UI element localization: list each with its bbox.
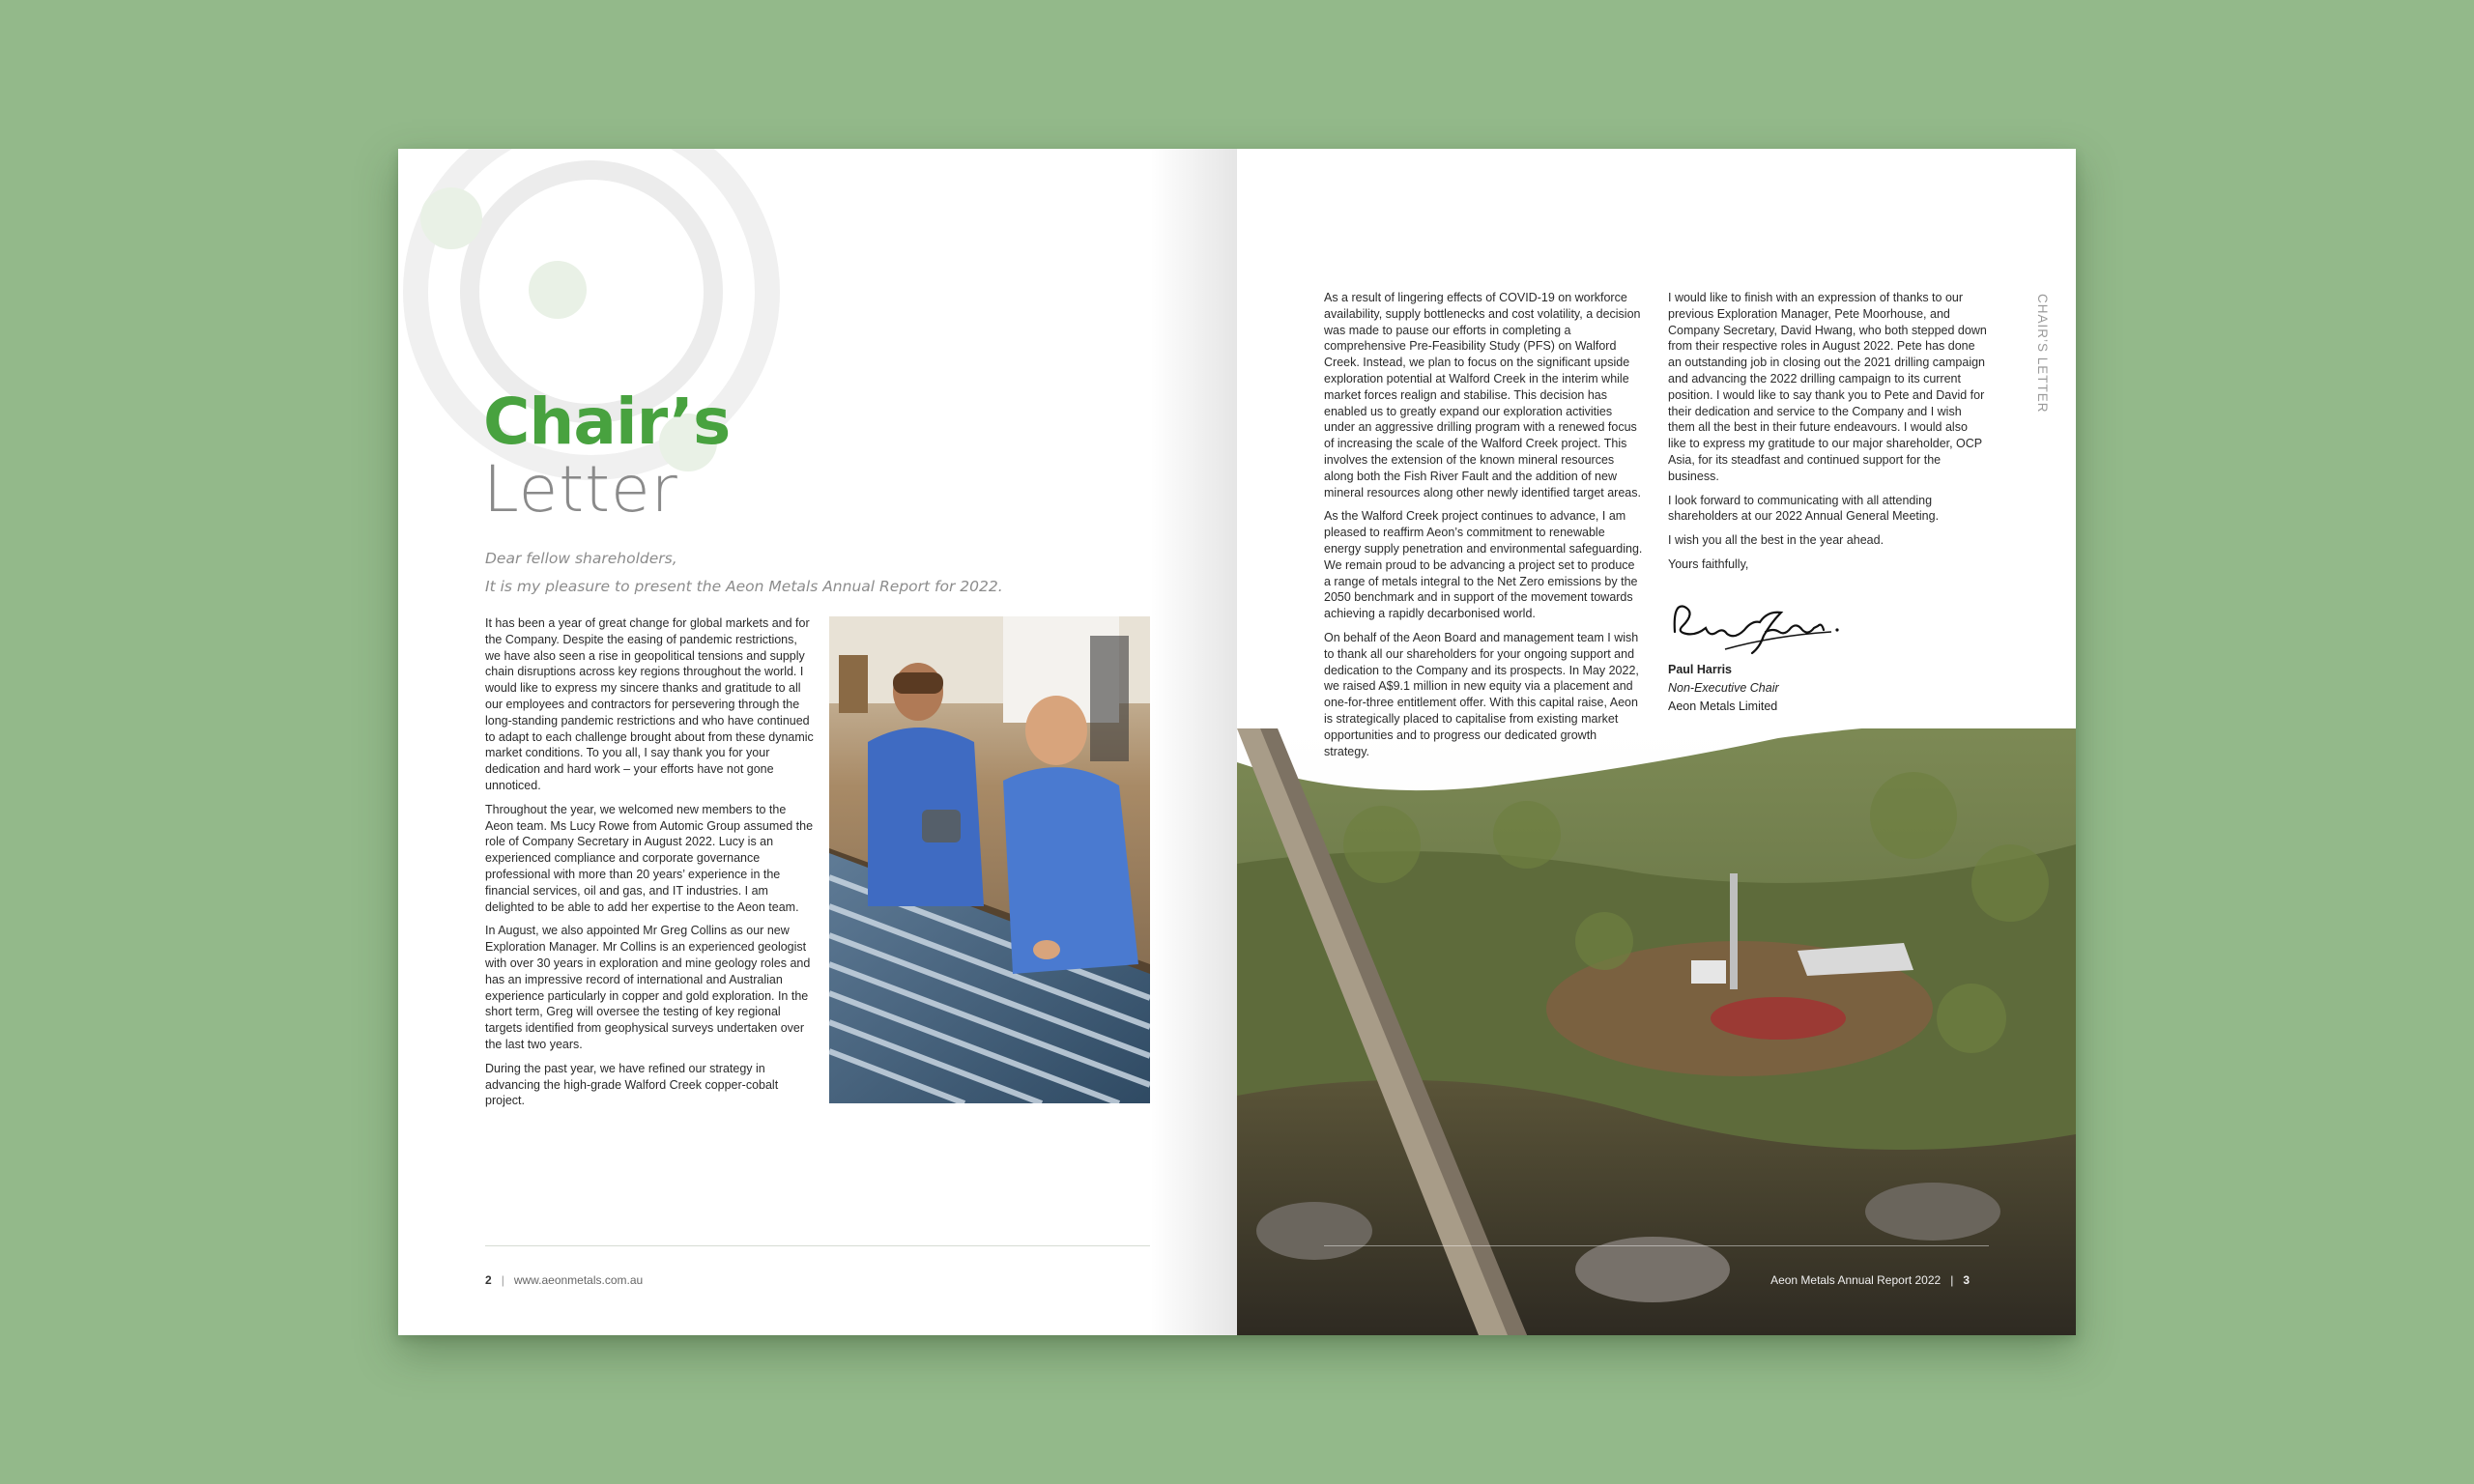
- paragraph: During the past year, we have refined our strategy in advancing the high-grade Walford Creek copper-cobalt project.: [485, 1061, 779, 1108]
- paragraph: I would like to finish with an expression of thanks to our previous Exploration Manager, Pete Moorhouse, and Company Secretary, David Hwang, who both stepped down from their respective roles in August 2022. Pete has done an outstanding job in closing out the 2021 drilling campaign and advancing the 2022 drilling campaign to its current position. I would like to say thank you to Pete and David for their dedication and service to the Company and I wish them all the best in their future endeavours. I would also like to express my gratitude to our major shareholder, OCP Asia, for its steadfast and continued support for the business.: [1668, 291, 1987, 483]
- paragraph: Throughout the year, we welcomed new members to the Aeon team. Ms Lucy Rowe from Automic Group assumed the role of Company Secretary in August 2022. Lucy is an experienced compliance and corporate governance professional with more than 20 years’ experience in the financial services, oil and gas, and IT industries. I am delighted to be able to add her expertise to the Aeon team.: [485, 802, 814, 914]
- paragraph: I wish you all the best in the year ahead.: [1668, 533, 1884, 548]
- paragraph: In August, we also appointed Mr Greg Collins as our new Exploration Manager. Mr Collins is an experienced geologist with over 30 years in exploration and mine geology roles and has an impressive record of international and Australian experience particularly in copper and gold exploration. In the short term, Greg will oversee the testing of key regional targets identified from geophysical surveys undertaken over the last two years.: [485, 924, 811, 1051]
- paragraph: I look forward to communicating with all attending shareholders at our 2022 Annual General Meeting.: [1668, 493, 1940, 524]
- paragraph: As the Walford Creek project continues to advance, I am pleased to reaffirm Aeon’s commitment to renewable energy supply penetration and environmental safeguarding. We remain proud to be advancing a project set to produce a range of metals integral to the Net Zero emissions by the 2050 benchmark and in support of the movement towards achieving a rapidly decarbonised world.: [1324, 509, 1643, 621]
- letter-column-left: [485, 615, 814, 1117]
- page-number: 2: [485, 1273, 492, 1287]
- signatory-role: Non-Executive Chair: [1668, 681, 1779, 695]
- paragraph: It has been a year of great change for global markets and for the Company. Despite the easing of pandemic restrictions, we have also seen a rise in geopolitical tensions and supply chain disruptions across key regions throughout the world. I would like to express my sincere thanks and gratitude to all our employees and contractors for persevering through the long-standing pandemic restrictions and who have continued to adapt to each challenge brought about from these dynamic market conditions. To you all, I say thank you for your dedication and hard work – your efforts have not gone unnoticed.: [485, 616, 814, 792]
- page-footer-left: [485, 1273, 643, 1287]
- website-link[interactable]: www.aeonmetals.com.au: [513, 1273, 644, 1287]
- paragraph: Yours faithfully,: [1668, 556, 1749, 571]
- paragraph: On behalf of the Aeon Board and management team I wish to thank all our shareholders for your ongoing support and dedication to the Company and its prospects. In May 2022, we raised A$9.1 million in new equity via a placement and one-for-three entitlement offer. With this capital raise, Aeon is strategically placed to capitalise from existing market opportunities and to progress our dedicated growth strategy.: [1324, 630, 1639, 758]
- section-vertical-label: [2034, 294, 2050, 414]
- title-line-chairs: Chair’s: [483, 385, 731, 459]
- gutter-shadow: [1150, 149, 1237, 1335]
- vertical-label-text: CHAIR’S LETTER: [2035, 294, 2050, 414]
- greeting: [485, 545, 1003, 601]
- right-page: [1237, 149, 2076, 1335]
- title-line-letter: Letter: [483, 452, 678, 527]
- greeting-line-2: It is my pleasure to present the Aeon Metals Annual Report for 2022.: [485, 578, 1003, 595]
- letter-column-right-2: [1668, 290, 1989, 581]
- page-number: 3: [1963, 1273, 1970, 1287]
- signatory-company: Aeon Metals Limited: [1668, 699, 1778, 713]
- signatory-block: [1668, 661, 1779, 716]
- walford-creek-drill-site-photo: [1237, 728, 2076, 1335]
- footer-separator: |: [1950, 1273, 1954, 1287]
- report-title: Aeon Metals Annual Report 2022: [1770, 1273, 1942, 1287]
- page-title: [483, 385, 731, 527]
- page-footer-right: [1770, 1273, 1970, 1287]
- letter-column-right-1: [1324, 290, 1643, 767]
- signatory-name: Paul Harris: [1668, 663, 1733, 676]
- paragraph: As a result of lingering effects of COVID-19 on workforce availability, supply bottlenecks and cost volatility, a decision was made to pause our efforts in completing a comprehensive Pre-Feasibility Study (PFS) on Walford Creek. Instead, we plan to focus on the significant upside exploration potential at Walford Creek in the interim while market forces realign and stabilise. This decision has enabled us to greatly expand our exploration activities under an aggressive drilling program with a renewed focus of increasing the scale of the Walford Creek project. This involves the extension of the known mineral resources along both the Fish River Fault and the addition of new mineral resources along other newly identified target areas.: [1324, 291, 1641, 499]
- left-page: [398, 149, 1237, 1335]
- greeting-line-1: Dear fellow shareholders,: [485, 550, 677, 567]
- brochure-spread: [398, 149, 2076, 1335]
- footer-rule: [1324, 1245, 1989, 1246]
- geologists-core-samples-photo: [829, 616, 1150, 1103]
- footer-rule: [485, 1245, 1150, 1246]
- footer-separator: |: [501, 1273, 504, 1287]
- handwritten-signature: [1667, 593, 1860, 661]
